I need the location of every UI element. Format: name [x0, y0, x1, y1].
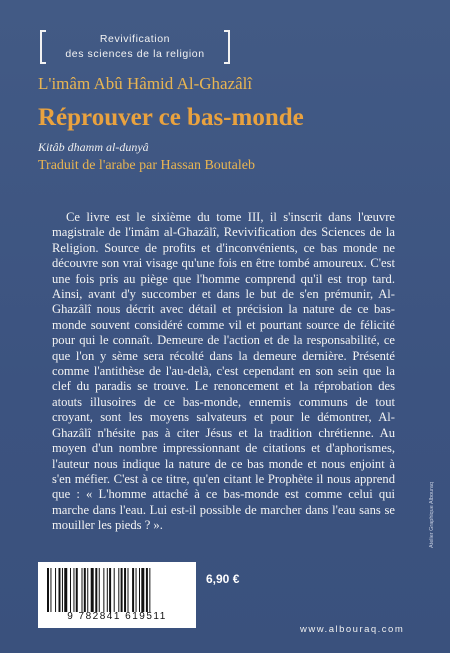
barcode-bar — [47, 568, 49, 612]
barcode-bar — [95, 568, 97, 612]
series-header — [40, 30, 230, 64]
barcode-bar — [118, 568, 119, 612]
author-name: L'imâm Abû Hâmid Al-Ghazâlî — [38, 74, 253, 93]
series-title-line2: des sciences de la religion — [65, 48, 205, 60]
price: 6,90 € — [206, 572, 240, 586]
barcode-bar — [64, 568, 67, 612]
barcode-bar — [91, 568, 94, 612]
book-subtitle: Kitâb dhamm al-dunyâ — [38, 140, 149, 154]
barcode-bar — [70, 568, 71, 612]
barcode-bar — [50, 568, 51, 612]
barcode-bar — [82, 568, 83, 612]
barcode-bar — [107, 568, 108, 612]
website-url: www.albouraq.com — [300, 624, 405, 635]
series-title-line1: Revivification — [99, 33, 171, 45]
barcode-bar — [121, 568, 123, 612]
barcode-bars — [46, 568, 188, 612]
book-title: Réprouver ce bas-monde — [38, 104, 304, 131]
barcode-bar — [128, 568, 129, 612]
barcode-bar — [73, 568, 74, 612]
barcode-bar — [99, 568, 100, 612]
barcode-number: 9 782841 619511 — [67, 611, 167, 622]
book-description: Ce livre est le sixième du tome III, il s'inscrit dans l'œuvre magistrale de l'imâm al-Ghazâlî, Revivification des Sciences de la Religion. Source de profits et d'inconvénients, ce bas monde ne découvre son vrai visage qu'une fois en être tombé amoureux. C'est une fois pris au piège que l'homme comprend qu'il est trop tard. Ainsi, avant d'y succomber et dans le but de s'en prémunir, Al-Ghazâlî nous décrit avec détail et précision la nature de ce bas-monde souvent considéré comme vil et pourtant source de félicité pour qui le connaît. Demeure de l'action et de la responsabilité, ce que l'on y sème sera récolté dans la demeure dernière. Présenté comme l'antithèse de l'au-delà, c'est cependant en son sein que la clef du paradis se trouve. Le renoncement et la réprobation des atouts illusoires de ce bas-monde, ennemis communs de tout croyant, sont les moyens salvateurs et pour le démontrer, Al-Ghazâlî n'hésite pas à citer Jésus et la tradition chrétienne. Au moyen d'un nombre impressionnant de citations et d'aphorismes, l'auteur nous indique la nature de ce bas monde et nous enjoint à s'en méfier. C'est à ce titre, qu'en citant le Prophète il nous apprend que : « L'homme attaché à ce bas-monde est comme celui qui marche dans l'eau. Lui est-il possible de marcher dans l'eau sans se mouiller les pieds ? ». — [52, 210, 395, 533]
barcode-bar — [62, 568, 63, 612]
barcode-bar — [87, 568, 88, 612]
barcode-bar — [124, 568, 126, 612]
barcode-bar — [136, 568, 137, 612]
barcode-bar — [84, 568, 86, 612]
barcode-bar — [103, 568, 104, 612]
barcode-bar — [55, 568, 56, 612]
barcode-bar — [76, 568, 78, 612]
barcode-bar — [109, 568, 111, 612]
barcode — [38, 562, 196, 628]
barcode-bar — [132, 568, 134, 612]
barcode-bar — [139, 568, 140, 612]
design-credit: Atelier Graphique Albouraq — [429, 481, 435, 548]
barcode-bar — [59, 568, 61, 612]
barcode-bar — [141, 568, 144, 612]
translator-credit: Traduit de l'arabe par Hassan Boutaleb — [38, 158, 255, 173]
barcode-bar — [146, 568, 148, 612]
barcode-bar — [114, 568, 115, 612]
barcode-bar — [149, 568, 150, 612]
